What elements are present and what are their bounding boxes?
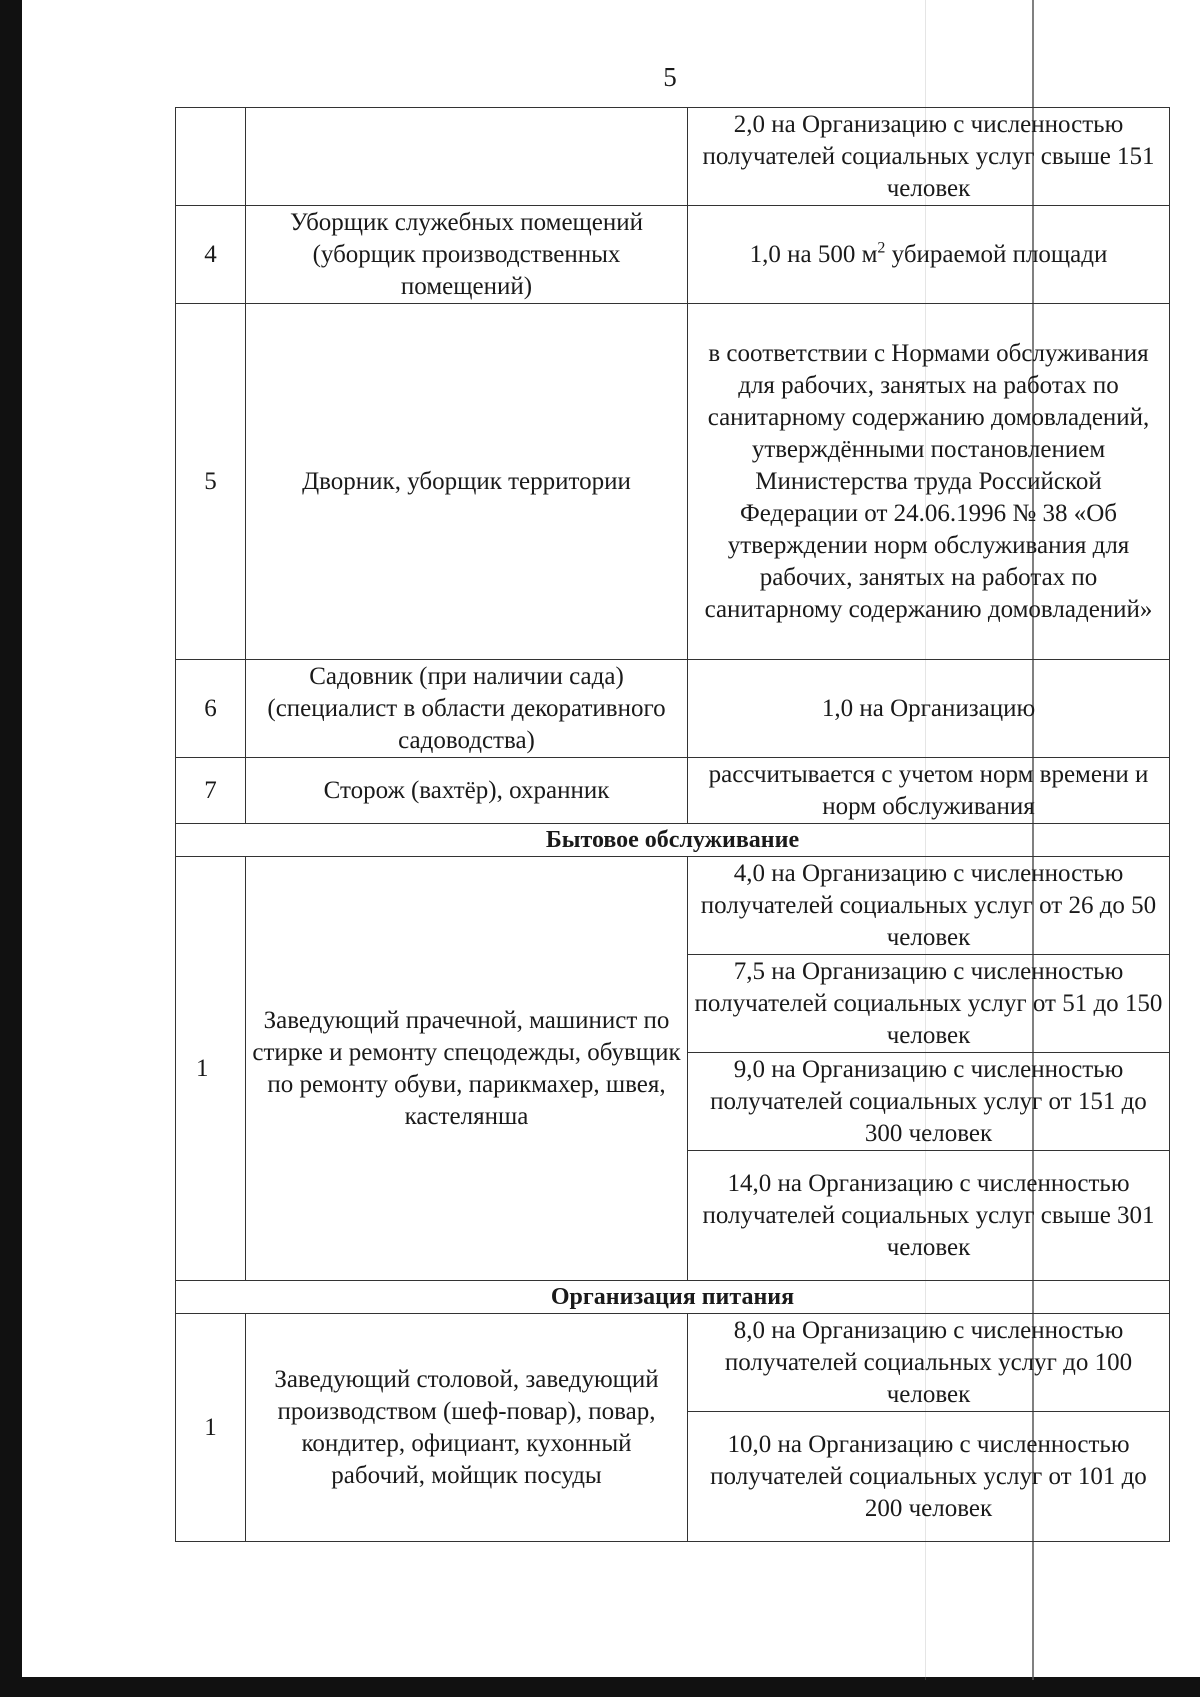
norm-cell — [688, 206, 1170, 304]
row-number-cell: 1 — [176, 857, 246, 1281]
position-title-cell: Уборщик служебных помещений (уборщик производственных помещений) — [246, 206, 688, 304]
staffing-norms-table — [175, 107, 1170, 1542]
section-heading: Организация питания — [176, 1281, 1170, 1314]
position-title-cell: Дворник, уборщик территории — [246, 304, 688, 660]
row-number-cell — [176, 108, 246, 206]
norm-text: 1,0 на 500 м — [749, 240, 878, 268]
norm-cell: 8,0 на Организацию с численностью получателей социальных услуг до 100 человек — [688, 1314, 1170, 1412]
position-title-cell: Садовник (при наличии сада) (специалист в области декоративного садоводства) — [246, 660, 688, 758]
norm-cell: в соответствии с Нормами обслуживания для рабочих, занятых на работах по санитарному содержанию домовладений, утверждёнными постановлением Министерства труда Российской Федерации от 24.06.1996 № 38 «Об утверждении норм обслуживания для рабочих, занятых на работах по санитарному содержанию домовладений» — [688, 304, 1170, 660]
table-row — [176, 660, 1170, 758]
table-row — [176, 304, 1170, 660]
norm-cell: 1,0 на Организацию — [688, 660, 1170, 758]
norm-cell: 9,0 на Организацию с численностью получателей социальных услуг от 151 до 300 человек — [688, 1053, 1170, 1151]
table-row — [176, 1314, 1170, 1412]
norm-cell: 7,5 на Организацию с численностью получателей социальных услуг от 51 до 150 человек — [688, 955, 1170, 1053]
position-title-cell: Сторож (вахтёр), охранник — [246, 758, 688, 824]
position-title-cell — [246, 108, 688, 206]
norm-cell: 10,0 на Организацию с численностью получателей социальных услуг от 101 до 200 человек — [688, 1412, 1170, 1542]
norm-cell: рассчитывается с учетом норм времени и норм обслуживания — [688, 758, 1170, 824]
scan-edge-left — [0, 0, 22, 1697]
norm-cell: 14,0 на Организацию с численностью получателей социальных услуг свыше 301 человек — [688, 1151, 1170, 1281]
row-number-cell: 6 — [176, 660, 246, 758]
table-row — [176, 206, 1170, 304]
norm-text: убираемой площади — [885, 240, 1108, 268]
page-number: 5 — [663, 62, 677, 92]
norm-superscript: 2 — [877, 239, 886, 257]
position-title-cell: Заведующий прачечной, машинист по стирке и ремонту спецодежды, обувщик по ремонту обуви, парикмахер, швея, кастелянша — [246, 857, 688, 1281]
row-number-cell: 1 — [176, 1314, 246, 1542]
row-number-cell: 5 — [176, 304, 246, 660]
section-heading-row — [176, 1281, 1170, 1314]
row-number-cell: 7 — [176, 758, 246, 824]
table-row — [176, 108, 1170, 206]
scan-edge-bottom — [0, 1677, 1200, 1697]
section-heading-row — [176, 824, 1170, 857]
row-number-cell: 4 — [176, 206, 246, 304]
table-row — [176, 758, 1170, 824]
norm-cell: 4,0 на Организацию с численностью получателей социальных услуг от 26 до 50 человек — [688, 857, 1170, 955]
norm-cell: 2,0 на Организацию с численностью получателей социальных услуг свыше 151 человек — [688, 108, 1170, 206]
table-row — [176, 857, 1170, 955]
section-heading: Бытовое обслуживание — [176, 824, 1170, 857]
position-title-cell: Заведующий столовой, заведующий производством (шеф-повар), повар, кондитер, официант, кухонный рабочий, мойщик посуды — [246, 1314, 688, 1542]
